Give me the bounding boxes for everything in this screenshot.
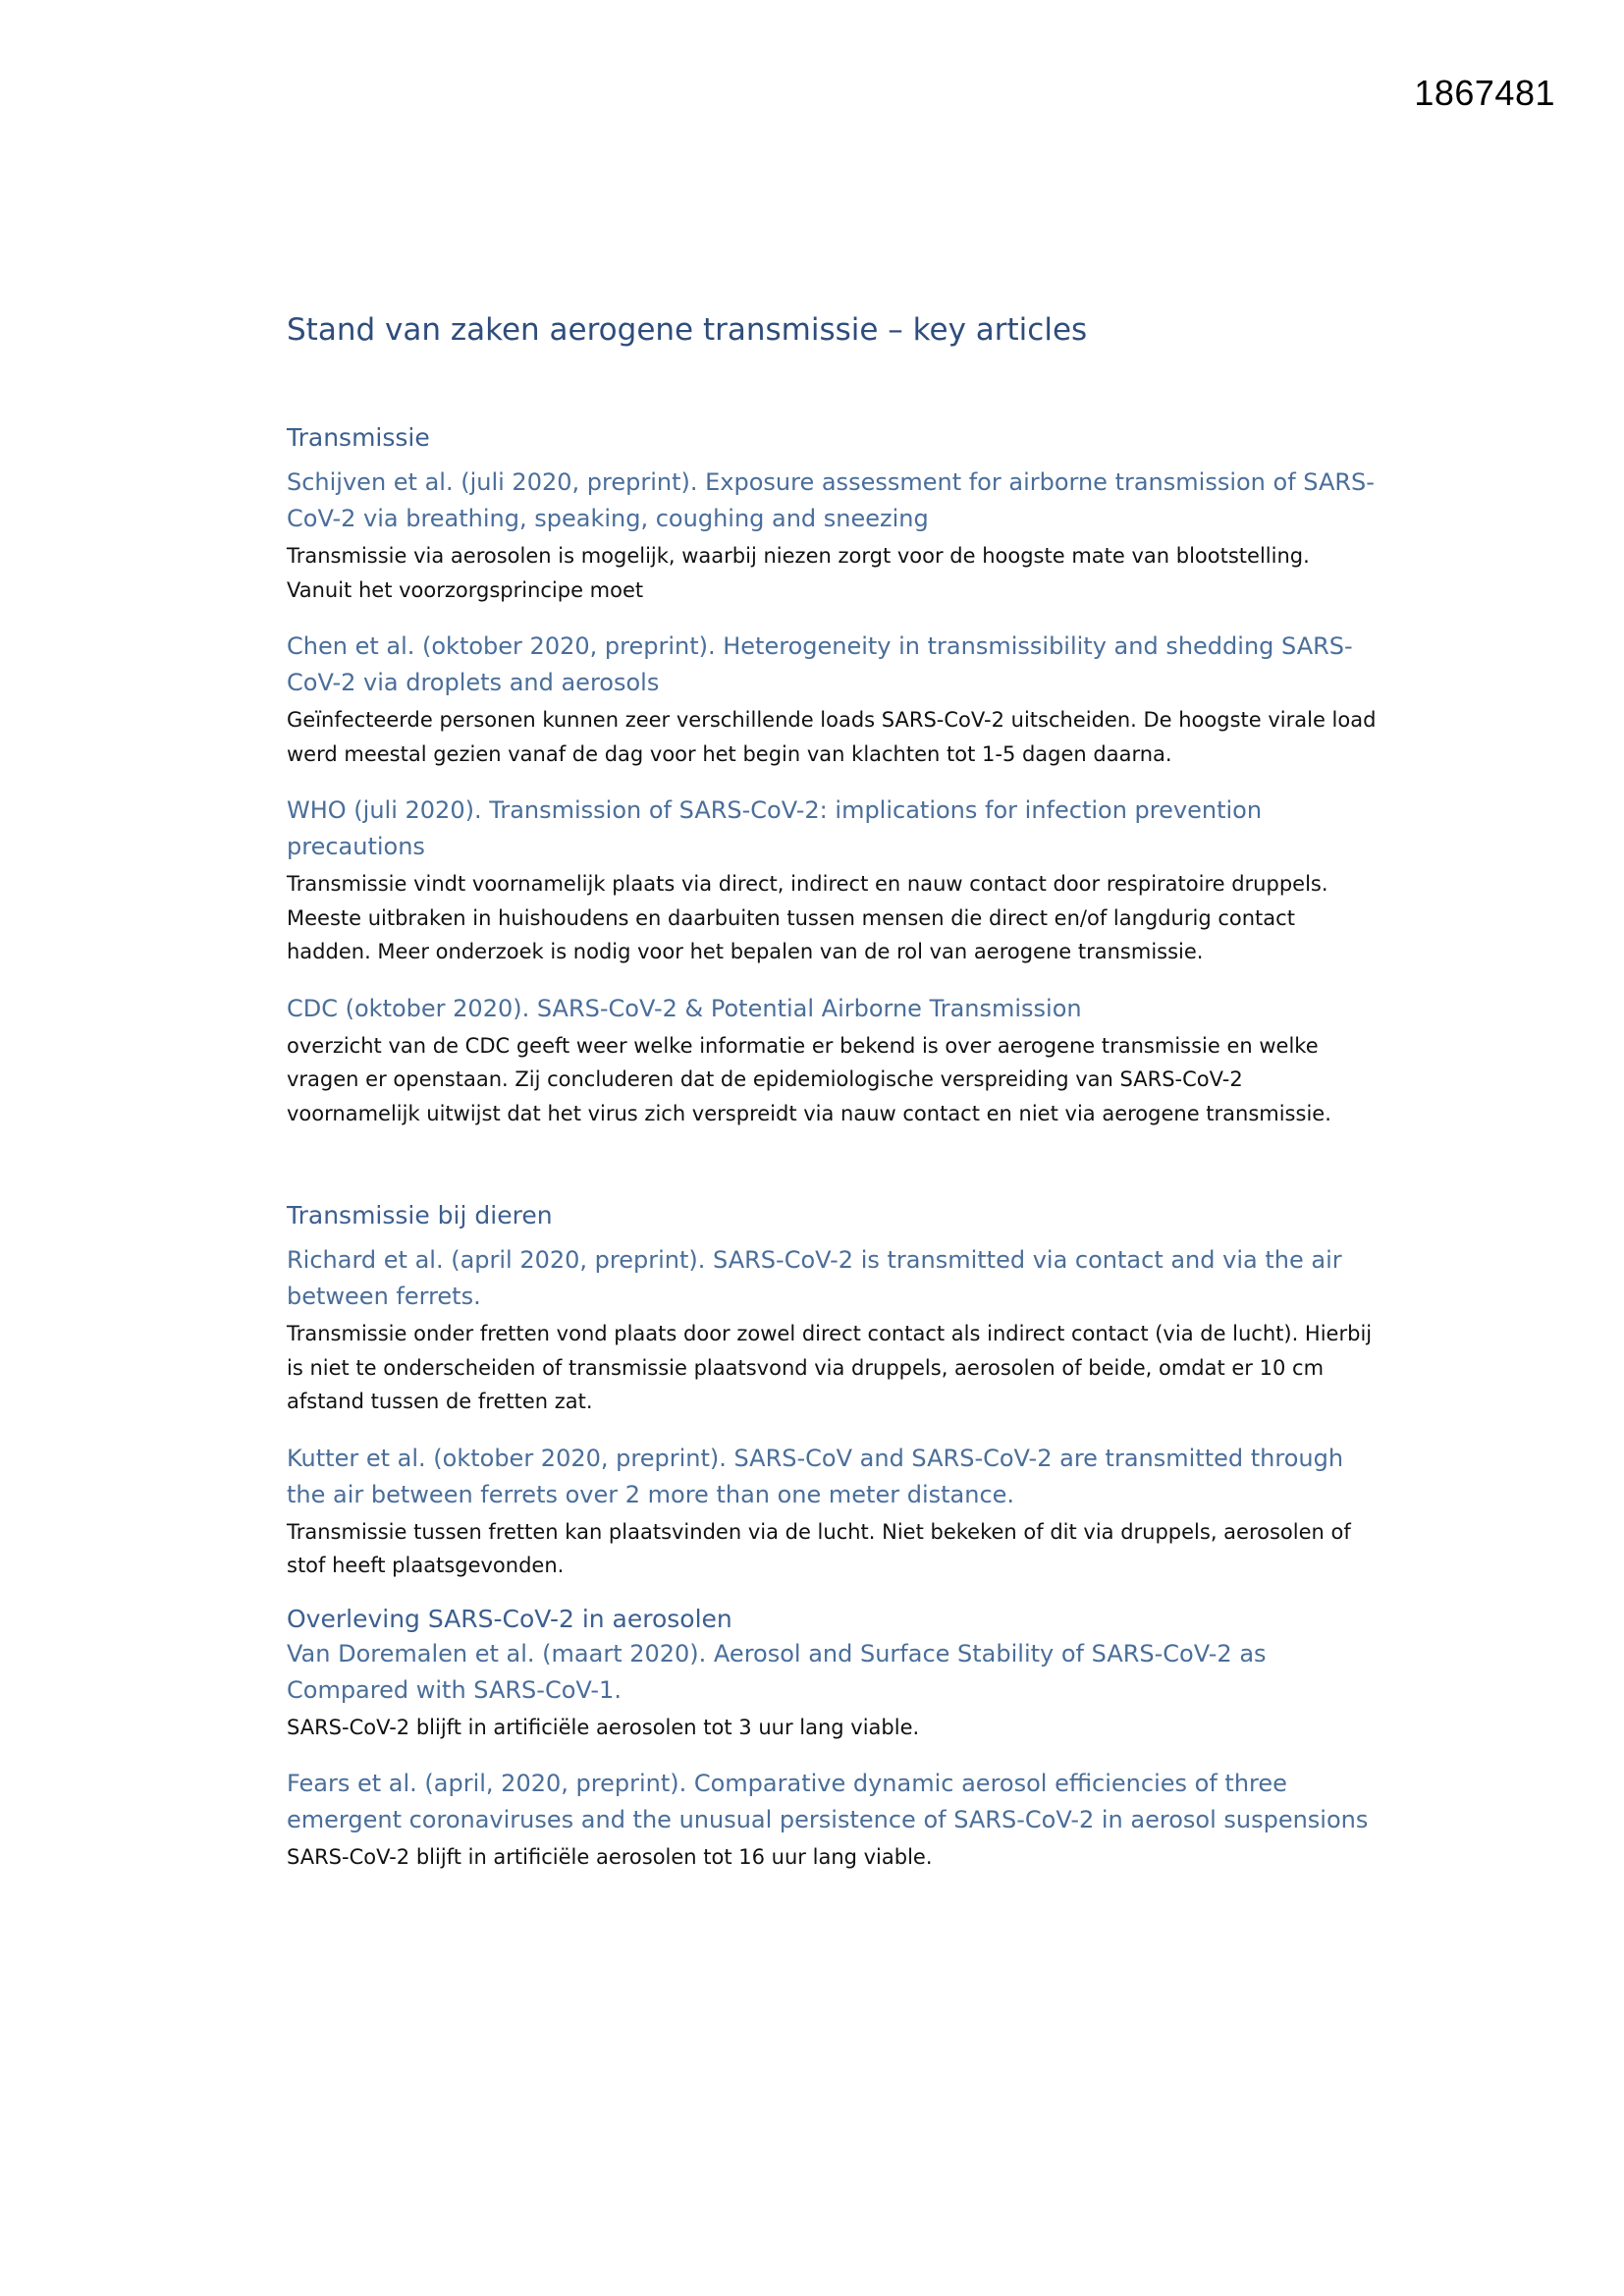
section-transmissie [287,423,1377,1130]
article-summary: Transmissie vindt voornamelijk plaats via direct, indirect en nauw contact door respiratoire druppels. Meeste uitbraken in huishoudens en daarbuiten tussen mensen die direct en/of langdurig contact hadden. Meer onderzoek is nodig voor het bepalen van de rol van aerogene transmissie. [287,872,1328,964]
article-summary: overzicht van de CDC geeft weer welke informatie er bekend is over aerogene transmissie en welke vragen er openstaan. Zij concluderen dat de epidemiologische verspreiding van SARS-CoV-2 voornamelijk uitwijst dat het virus zich verspreidt via nauw contact en niet via aerogene transmissie. [287,1033,1331,1125]
article-title: Kutter et al. (oktober 2020, preprint). SARS-CoV and SARS-CoV-2 are transmitted through the air between ferrets over 2 more than one meter distance. [287,1444,1344,1508]
article-summary: Transmissie tussen fretten kan plaatsvinden via de lucht. Niet bekeken of dit via druppels, aerosolen of stof heeft plaatsgevonden. [287,1519,1351,1578]
section-overleving-aerosolen [287,1605,1377,1875]
article-who [287,793,1377,969]
article-summary: Transmissie via aerosolen is mogelijk, waarbij niezen zorgt voor de hoogste mate van blootstelling. Vanuit het voorzorgsprincipe moet [287,544,1310,602]
page-title: Stand van zaken aerogene transmissie – key articles [287,312,1088,348]
article-title: Van Doremalen et al. (maart 2020). Aerosol and Surface Stability of SARS-CoV-2 as Compared with SARS-CoV-1. [287,1639,1267,1704]
article-chen [287,629,1377,771]
section-heading: Transmissie [287,423,430,453]
section-heading: Transmissie bij dieren [287,1201,553,1230]
article-summary: SARS-CoV-2 blijft in artificiële aerosolen tot 3 uur lang viable. [287,1715,920,1739]
article-cdc [287,991,1377,1131]
article-title: Fears et al. (april, 2020, preprint). Comparative dynamic aerosol efficiencies of three emergent coronaviruses and the unusual persistence of SARS-CoV-2 in aerosol suspensions [287,1770,1369,1834]
article-title: WHO (juli 2020). Transmission of SARS-CoV-2: implications for infection prevention precautions [287,796,1263,861]
article-title: Schijven et al. (juli 2020, preprint). Exposure assessment for airborne transmission of SARS-CoV-2 via breathing, speaking, coughing and sneezing [287,468,1375,533]
article-van-doremalen [287,1636,1377,1745]
article-kutter [287,1441,1377,1583]
document-body [287,312,1377,1896]
section-transmissie-bij-dieren [287,1201,1377,1583]
article-title: Richard et al. (april 2020, preprint). SARS-CoV-2 is transmitted via contact and via the air between ferrets. [287,1246,1342,1311]
article-richard [287,1242,1377,1419]
article-title: Chen et al. (oktober 2020, preprint). Heterogeneity in transmissibility and shedding SARS-CoV-2 via droplets and aerosols [287,632,1353,697]
article-summary: SARS-CoV-2 blijft in artificiële aerosolen tot 16 uur lang viable. [287,1845,933,1870]
article-fears [287,1766,1377,1875]
section-heading: Overleving SARS-CoV-2 in aerosolen [287,1604,732,1633]
article-summary: Transmissie onder fretten vond plaats door zowel direct contact als indirect contact (via de lucht). Hierbij is niet te onderscheiden of transmissie plaatsvond via druppels, aerosolen of beide, omdat er 10 cm afstand tussen de fretten zat. [287,1322,1373,1414]
article-schijven [287,465,1377,607]
article-title: CDC (oktober 2020). SARS-CoV-2 & Potential Airborne Transmission [287,994,1082,1022]
article-summary: Geïnfecteerde personen kunnen zeer verschillende loads SARS-CoV-2 uitscheiden. De hoogste virale load werd meestal gezien vanaf de dag voor het begin van klachten tot 1-5 dagen daarna. [287,708,1377,766]
document-number: 1867481 [1414,73,1555,113]
